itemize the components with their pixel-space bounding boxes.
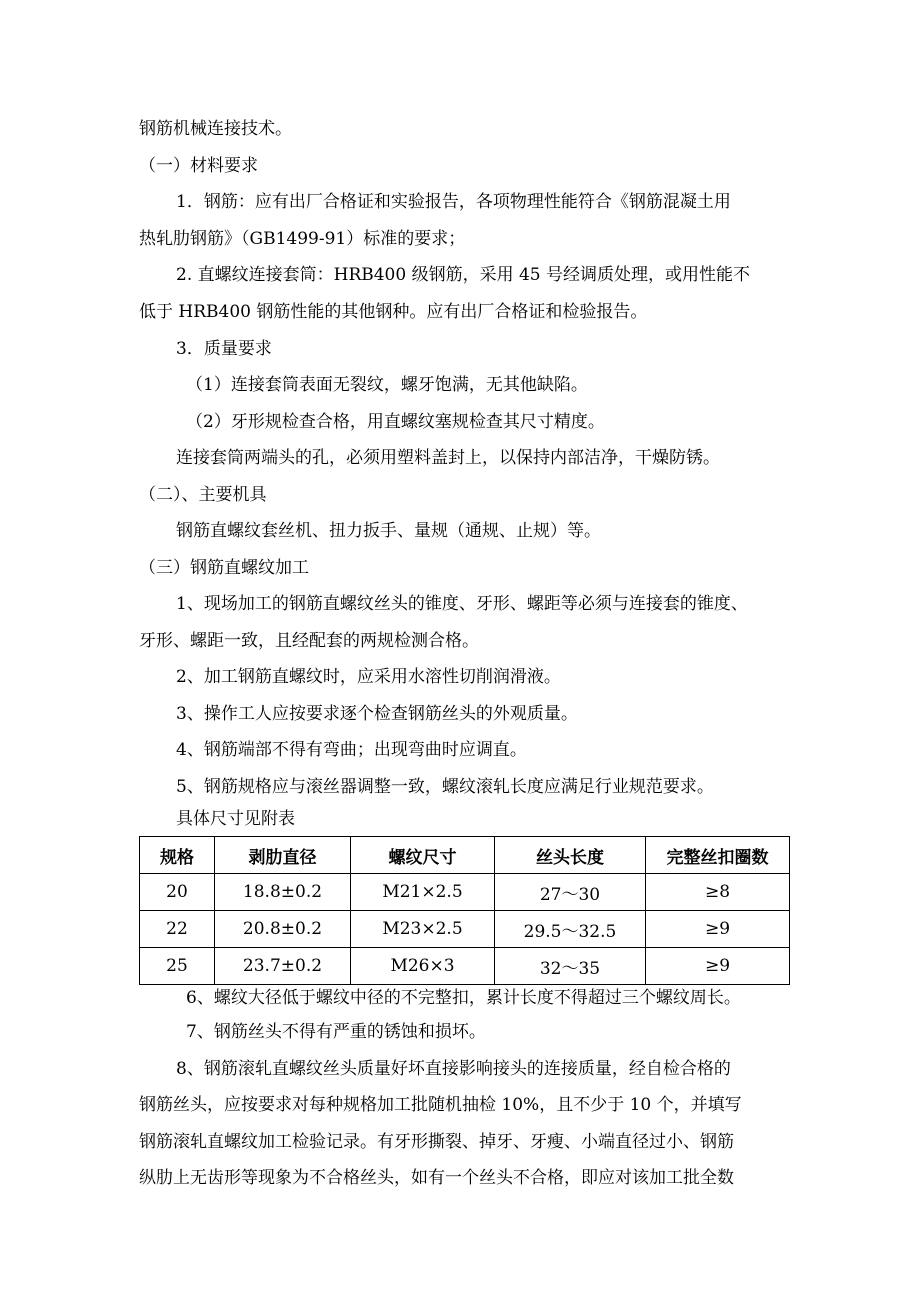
heading-quality: 3．质量要求	[176, 339, 272, 359]
table-cell: M21×2.5	[351, 874, 495, 911]
paragraph-sleeve: 2. 直螺纹连接套筒：HRB400 级钢筋，采用 45 号经调质处理，或用性能不	[176, 265, 751, 285]
table-cell: M26×3	[351, 948, 495, 985]
table-row	[140, 948, 790, 985]
paragraph-processing-2: 2、加工钢筋直螺纹时，应采用水溶性切削润滑液。	[176, 667, 561, 687]
table-row	[140, 911, 790, 948]
paragraph-tools: 钢筋直螺纹套丝机、扭力扳手、量规（通规、止规）等。	[176, 521, 601, 541]
header-cell: 丝头长度	[495, 837, 646, 874]
paragraph-quality-2: （2）牙形规检查合格，用直螺纹塞规检查其尺寸精度。	[186, 412, 605, 432]
table-row	[140, 874, 790, 911]
header-cell: 剥肋直径	[215, 837, 351, 874]
paragraph-sleeve-cont: 低于 HRB400 钢筋性能的其他钢种。应有出厂合格证和检验报告。	[139, 302, 648, 322]
table-cell: ≥8	[646, 874, 790, 911]
thread-spec-table	[139, 836, 790, 985]
heading-materials: （一）材料要求	[139, 156, 258, 176]
table-cell: 20	[140, 874, 215, 911]
paragraph-rebar-cont: 热轧肋钢筋》（GB1499-91）标准的要求；	[139, 229, 466, 249]
table-cell: M23×2.5	[351, 911, 495, 948]
paragraph-processing-5: 5、钢筋规格应与滚丝器调整一致，螺纹滚轧长度应满足行业规范要求。	[176, 777, 714, 797]
paragraph-processing-8-cont-1: 钢筋丝头，应按要求对每种规格加工批随机抽检 10%，且不少于 10 个，并填写	[139, 1095, 742, 1115]
table-cell: 23.7±0.2	[215, 948, 351, 985]
header-cell: 规格	[140, 837, 215, 874]
table-cell: 18.8±0.2	[215, 874, 351, 911]
table-cell: 20.8±0.2	[215, 911, 351, 948]
paragraph-processing-4: 4、钢筋端部不得有弯曲；出现弯曲时应调直。	[176, 740, 527, 760]
paragraph-quality-1: （1）连接套筒表面无裂纹，螺牙饱满，无其他缺陷。	[186, 375, 588, 395]
paragraph-processing-3: 3、操作工人应按要求逐个检查钢筋丝头的外观质量。	[176, 704, 578, 724]
table-cell: 29.5～32.5	[495, 911, 646, 948]
paragraph-processing-8-cont-2: 钢筋滚轧直螺纹加工检验记录。有牙形撕裂、掉牙、牙瘦、小端直径过小、钢筋	[139, 1132, 734, 1152]
paragraph-processing-1: 1、现场加工的钢筋直螺纹丝头的锥度、牙形、螺距等必须与连接套的锥度、	[176, 594, 748, 614]
table-header-row	[140, 837, 790, 874]
table-cell: 32～35	[495, 948, 646, 985]
paragraph-intro: 钢筋机械连接技术。	[139, 119, 292, 139]
table-cell: ≥9	[646, 948, 790, 985]
paragraph-sleeve-seal: 连接套筒两端头的孔，必须用塑料盖封上，以保持内部洁净，干燥防锈。	[176, 448, 720, 468]
header-cell: 完整丝扣圈数	[646, 837, 790, 874]
paragraph-processing-1-cont: 牙形、螺距一致，且经配套的两规检测合格。	[139, 631, 479, 651]
table-cell: 22	[140, 911, 215, 948]
paragraph-rebar: 1．钢筋：应有出厂合格证和实验报告，各项物理性能符合《钢筋混凝土用	[176, 192, 731, 212]
table-cell: ≥9	[646, 911, 790, 948]
paragraph-processing-8: 8、钢筋滚轧直螺纹丝头质量好坏直接影响接头的连接质量，经自检合格的	[176, 1059, 731, 1079]
table-caption: 具体尺寸见附表	[176, 809, 295, 829]
table-cell: 25	[140, 948, 215, 985]
table-cell: 27～30	[495, 874, 646, 911]
paragraph-processing-8-cont-3: 纵肋上无齿形等现象为不合格丝头，如有一个丝头不合格，即应对该加工批全数	[139, 1168, 734, 1188]
heading-processing: （三）钢筋直螺纹加工	[139, 558, 309, 578]
header-cell: 螺纹尺寸	[351, 837, 495, 874]
paragraph-processing-6: 6、螺纹大径低于螺纹中径的不完整扣，累计长度不得超过三个螺纹周长。	[186, 988, 741, 1008]
heading-tools: （二）、主要机具	[139, 485, 267, 505]
paragraph-processing-7: 7、钢筋丝头不得有严重的锈蚀和损坏。	[186, 1022, 486, 1042]
